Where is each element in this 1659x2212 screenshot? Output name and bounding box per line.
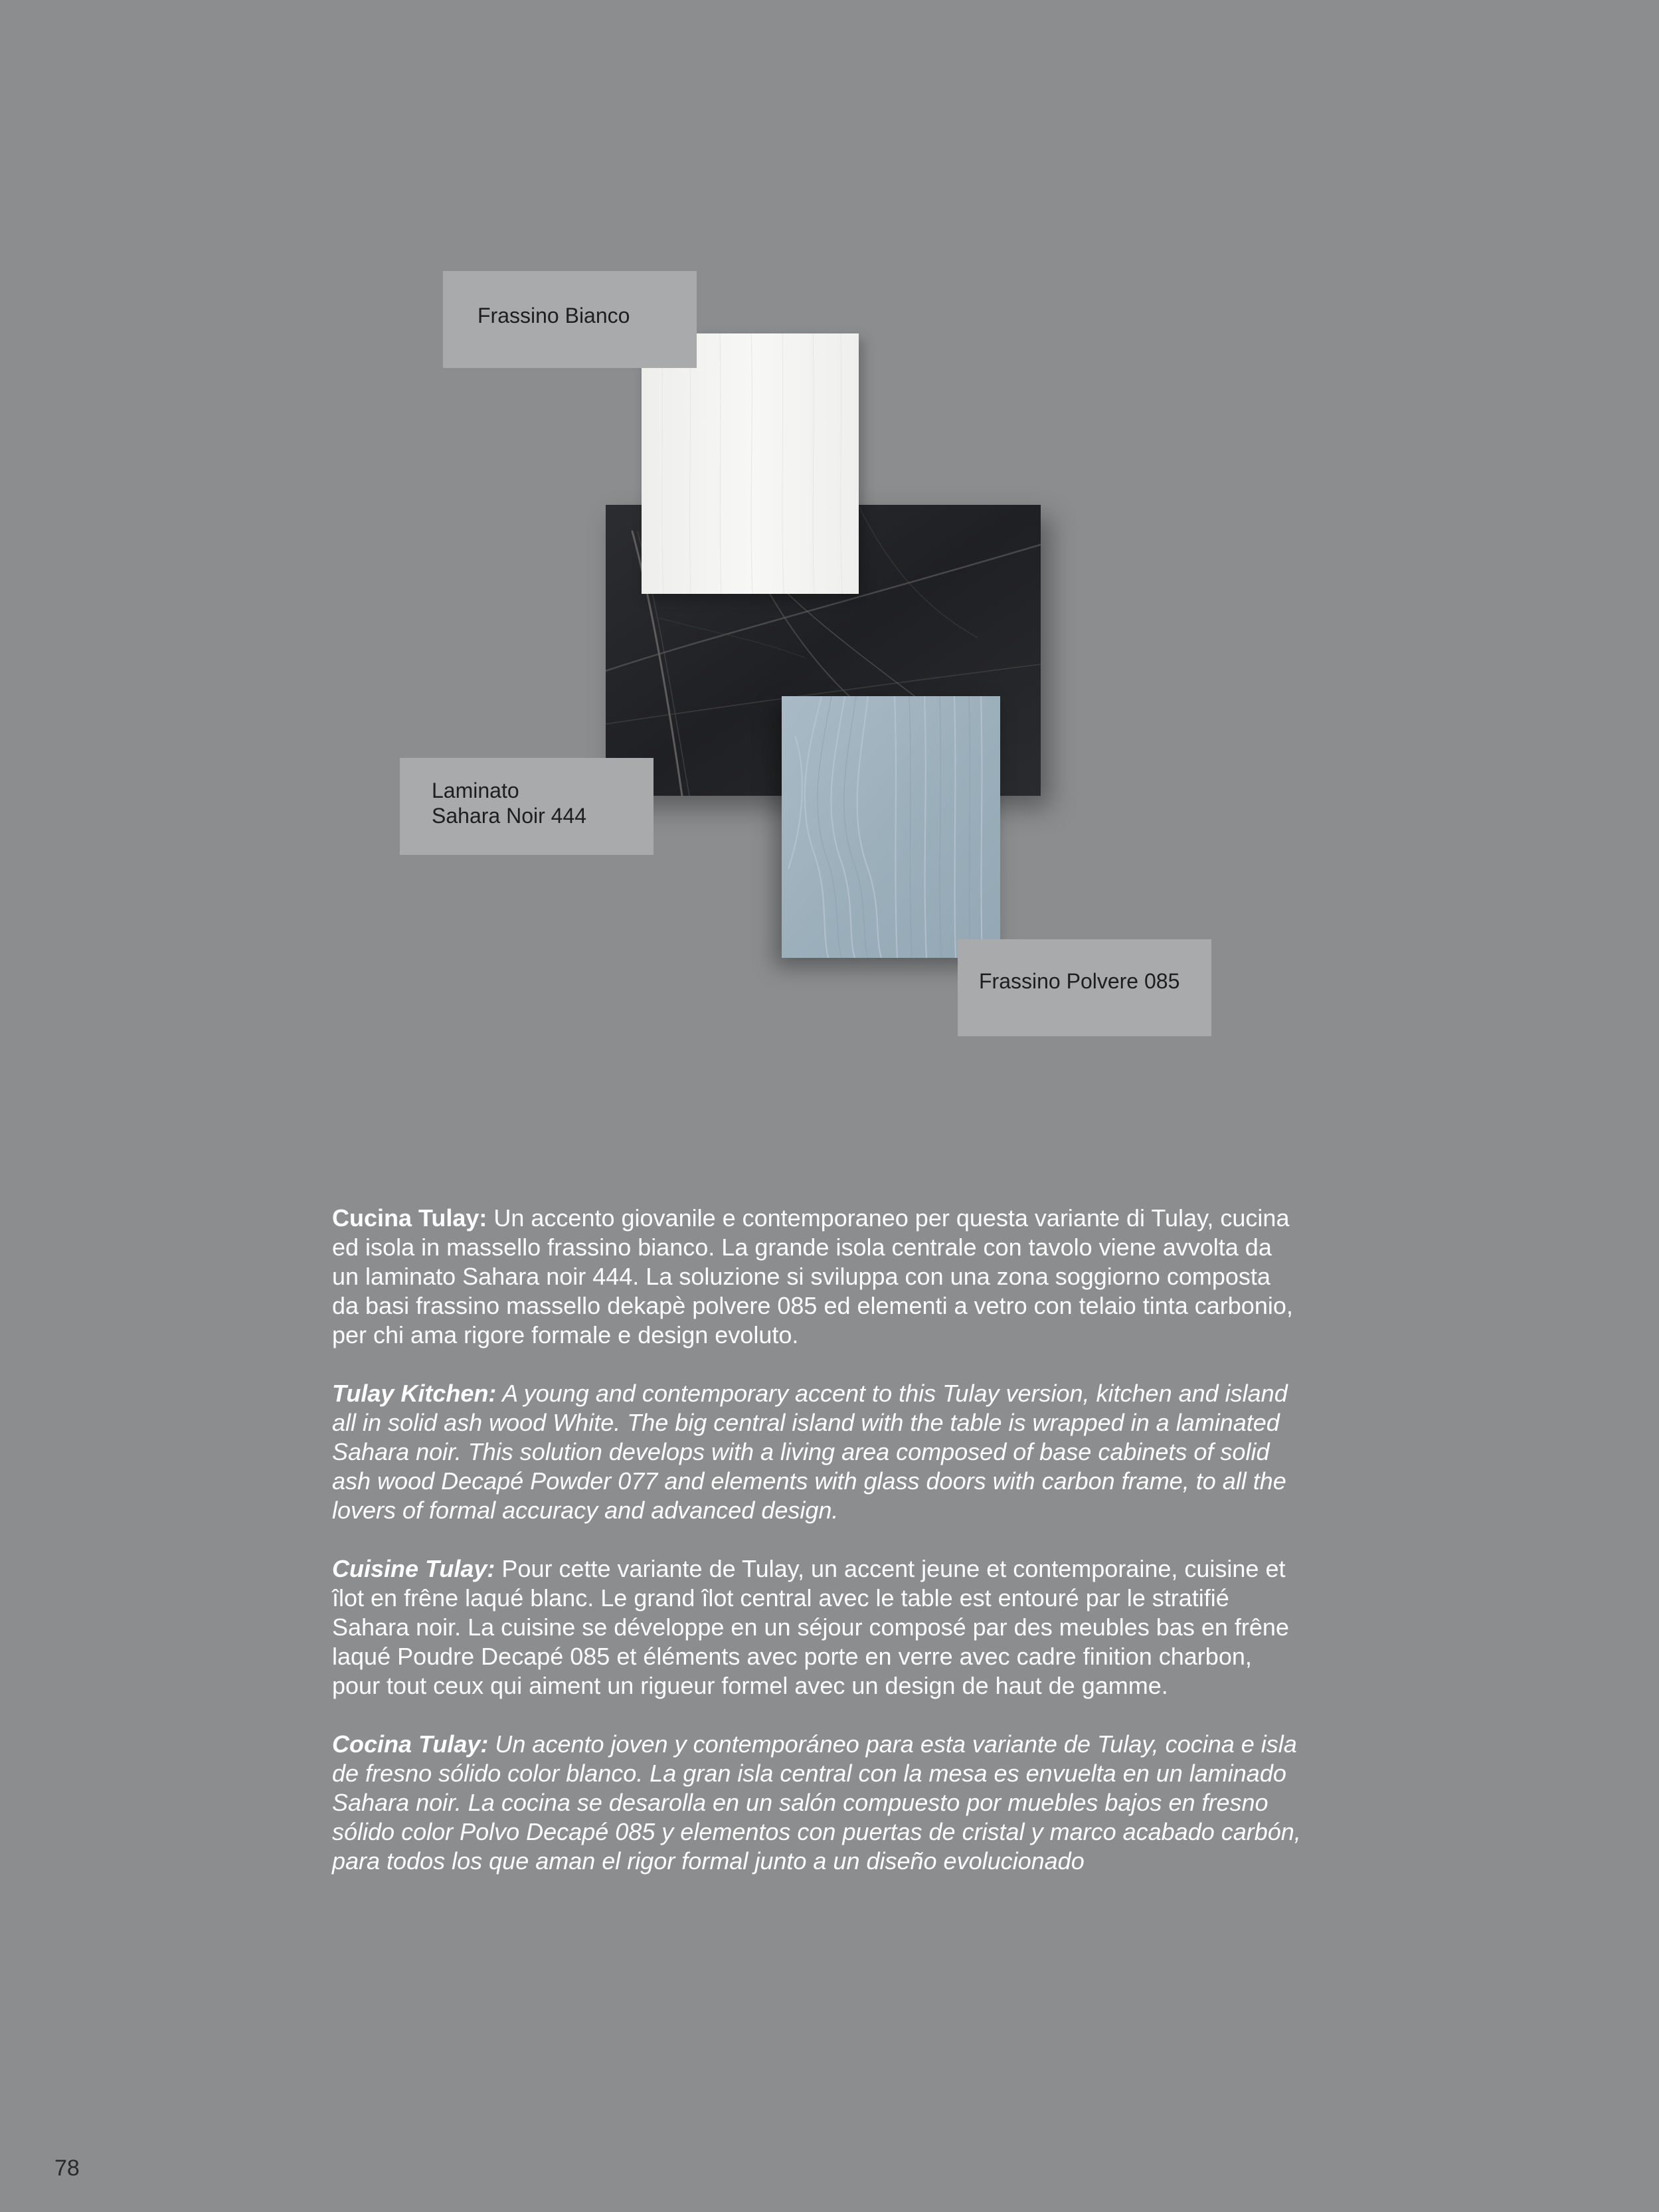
paragraph-italian — [332, 1204, 1302, 1350]
paragraph-spanish-lead: Cocina Tulay: — [332, 1730, 489, 1758]
paragraph-french — [332, 1554, 1302, 1701]
sahara-noir-label-line1: Laminato — [432, 779, 519, 802]
paragraph-french-body: Pour cette variante de Tulay, un accent jeune et contemporaine, cuisine et îlot en frêne laqué blanc. Le grand îlot central avec le table est entouré par le stratifié Sahara noir. La cuisine se développe en un séjour composé par des meubles bas en frêne laqué Poudre Decapé 085 et éléments avec porte en verre avec cadre finition charbon, pour tout ceux qui aiment un rigueur formel avec un design de haut de gamme. — [332, 1555, 1289, 1699]
paragraph-italian-lead: Cucina Tulay: — [332, 1204, 487, 1232]
frassino-bianco-label — [443, 271, 697, 368]
sahara-noir-label — [400, 758, 654, 855]
frassino-polvere-swatch — [782, 696, 1000, 958]
frassino-polvere-label — [958, 939, 1211, 1036]
frassino-polvere-texture — [782, 696, 1000, 958]
frassino-bianco-swatch — [642, 333, 859, 594]
paragraph-spanish — [332, 1730, 1302, 1876]
frassino-polvere-label-text: Frassino Polvere 085 — [979, 969, 1180, 993]
frassino-bianco-texture — [642, 333, 859, 594]
description-block — [332, 1204, 1302, 1905]
sahara-noir-label-line2: Sahara Noir 444 — [432, 804, 587, 828]
paragraph-english — [332, 1379, 1302, 1525]
paragraph-spanish-body: Un acento joven y contemporáneo para esta variante de Tulay, cocina e isla de fresno sólido color blanco. La gran isla central con la mesa es envuelta en un laminado Sahara noir. La cocina se desarolla en un salón compuesto por muebles bajos en fresno sólido color Polvo Decapé 085 y elementos con puertas de cristal y marco acabado carbón, para todos los que aman el rigor formal junto a un diseño evolucionado — [332, 1730, 1301, 1875]
paragraph-english-body: A young and contemporary accent to this Tulay version, kitchen and island all in solid ash wood White. The big central island with the table is wrapped in a laminated Sahara noir. This solution develops with a living area composed of base cabinets of solid ash wood Decapé Powder 077 and elements with glass doors with carbon frame, to all the lovers of formal accuracy and advanced design. — [332, 1380, 1288, 1524]
frassino-bianco-label-text: Frassino Bianco — [478, 304, 630, 327]
paragraph-french-lead: Cuisine Tulay: — [332, 1555, 495, 1582]
paragraph-english-lead: Tulay Kitchen: — [332, 1380, 497, 1407]
page-number: 78 — [54, 2156, 80, 2181]
paragraph-italian-body: Un accento giovanile e contemporaneo per questa variante di Tulay, cucina ed isola in massello frassino bianco. La grande isola centrale con tavolo viene avvolta da un laminato Sahara noir 444. La soluzione si sviluppa con una zona soggiorno composta da basi frassino massello dekapè polvere 085 ed elementi a vetro con telaio tinta carbonio, per chi ama rigore formale e design evoluto. — [332, 1204, 1293, 1348]
